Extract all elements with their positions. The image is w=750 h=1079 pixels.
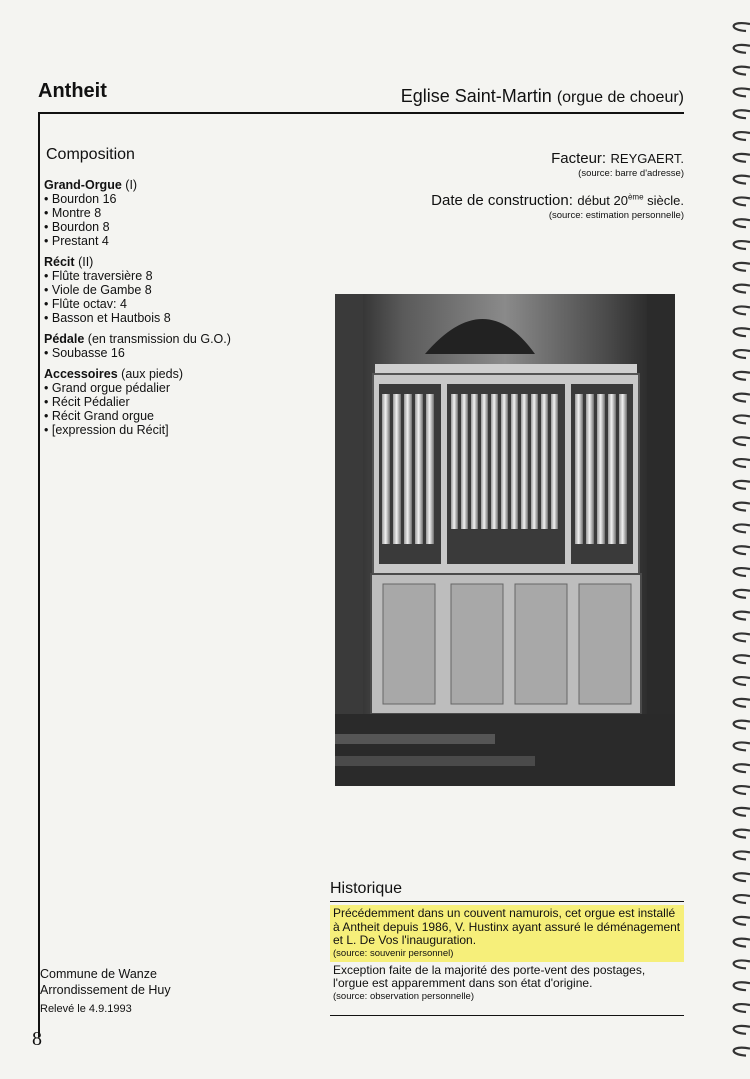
stop-list xyxy=(44,269,314,325)
spiral-coil xyxy=(734,699,750,707)
page-number: 8 xyxy=(32,1028,42,1050)
spiral-coil xyxy=(734,546,750,554)
spiral-coil xyxy=(734,1004,750,1012)
spiral-coil xyxy=(734,241,750,249)
historique-source-1: (source: souvenir personnel) xyxy=(333,947,454,959)
historique-source-2: (source: observation personnelle) xyxy=(333,990,474,1002)
spiral-coil xyxy=(734,110,750,118)
spiral-coil xyxy=(734,851,750,859)
spiral-coil xyxy=(734,721,750,729)
spiral-coil xyxy=(734,154,750,162)
date-label: Date de construction: xyxy=(431,192,573,209)
group-name: Récit xyxy=(44,255,75,269)
facteur-source: (source: barre d'adresse) xyxy=(578,168,684,179)
spiral-coil xyxy=(734,655,750,663)
group-note: (aux pieds) xyxy=(121,367,183,381)
composition-group-heading xyxy=(44,255,314,269)
group-note: (II) xyxy=(78,255,94,269)
spiral-coil xyxy=(734,939,750,947)
commune-text: Commune de Wanze xyxy=(40,967,157,981)
spiral-coil xyxy=(734,633,750,641)
group-note: (I) xyxy=(125,178,138,192)
group-name: Grand-Orgue xyxy=(44,178,122,192)
spiral-coil xyxy=(734,982,750,990)
spiral-coil xyxy=(734,437,750,445)
spiral-binding xyxy=(724,18,750,1068)
composition-group-heading xyxy=(44,332,314,346)
spiral-coil xyxy=(734,23,750,31)
date-value xyxy=(577,193,684,208)
spiral-coil xyxy=(734,45,750,53)
arrondissement-text: Arrondissement de Huy xyxy=(40,983,171,997)
date-value-sup: ème xyxy=(627,192,644,202)
date-block xyxy=(431,192,684,221)
spiral-coil xyxy=(734,895,750,903)
stop-list xyxy=(44,192,314,248)
left-margin-rule xyxy=(38,112,40,1037)
composition-list xyxy=(44,178,314,437)
header-rule xyxy=(38,112,684,114)
spiral-coil xyxy=(734,960,750,968)
stop-item: • Grand orgue pédalier xyxy=(44,381,314,395)
stop-item: • Montre 8 xyxy=(44,206,314,220)
spiral-coil xyxy=(734,742,750,750)
facteur-block xyxy=(551,150,684,179)
stop-item: • Basson et Hautbois 8 xyxy=(44,311,314,325)
spiral-coil xyxy=(734,328,750,336)
stop-item: • Soubasse 16 xyxy=(44,346,314,360)
spiral-coil xyxy=(734,176,750,184)
stop-item: • Bourdon 8 xyxy=(44,220,314,234)
spiral-coil xyxy=(734,764,750,772)
facteur-value: REYGAERT. xyxy=(610,151,684,166)
spiral-coil xyxy=(734,88,750,96)
spiral-coil xyxy=(734,1026,750,1034)
spiral-coil xyxy=(734,503,750,511)
historique-body xyxy=(330,905,684,1002)
historique-heading: Historique xyxy=(330,880,403,897)
spiral-coil xyxy=(734,917,750,925)
spiral-coil xyxy=(734,786,750,794)
historique-highlight xyxy=(330,905,684,962)
location-block xyxy=(40,966,171,998)
spiral-coil xyxy=(734,263,750,271)
spiral-coil xyxy=(734,372,750,380)
stop-item: • Flûte traversière 8 xyxy=(44,269,314,283)
stop-item: • [expression du Récit] xyxy=(44,423,314,437)
composition-group-heading xyxy=(44,367,314,381)
organ-photo-drawing xyxy=(335,294,675,786)
spiral-coil xyxy=(734,568,750,576)
spiral-coil xyxy=(734,394,750,402)
spiral-coil xyxy=(734,67,750,75)
group-name: Pédale xyxy=(44,332,85,346)
historique-para-1: Précédemment dans un couvent namurois, cet orgue est installé à Antheit depuis 1986, V. Hustinx ayant assuré le déménagement et L. De Vos l'inauguration. xyxy=(333,906,681,947)
spiral-coil xyxy=(734,285,750,293)
historique-para-2: Exception faite de la majorité des porte-vent des postages, l'orgue est apparemment dans son état d'origine. xyxy=(333,962,646,990)
spiral-coil xyxy=(734,830,750,838)
spiral-coil xyxy=(734,481,750,489)
date-value-post: siècle. xyxy=(643,193,684,208)
historique-rule-bottom xyxy=(330,1015,684,1016)
composition-heading: Composition xyxy=(46,146,135,163)
stop-item: • Flûte octav: 4 xyxy=(44,297,314,311)
spiral-coil xyxy=(734,524,750,532)
church-name: Eglise Saint-Martin xyxy=(400,86,552,106)
stop-item: • Viole de Gambe 8 xyxy=(44,283,314,297)
spiral-coil xyxy=(734,306,750,314)
organ-photo xyxy=(335,294,675,786)
composition-group-heading xyxy=(44,178,314,192)
stop-item: • Prestant 4 xyxy=(44,234,314,248)
stop-item: • Bourdon 16 xyxy=(44,192,314,206)
stop-item: • Récit Grand orgue xyxy=(44,409,314,423)
spiral-coil xyxy=(734,590,750,598)
church-subtitle: (orgue de choeur) xyxy=(556,89,684,106)
stop-list xyxy=(44,346,314,360)
facteur-label: Facteur: xyxy=(551,150,607,167)
spiral-coil xyxy=(734,808,750,816)
spiral-coil xyxy=(734,219,750,227)
date-value-pre: début 20 xyxy=(577,193,628,208)
stop-list xyxy=(44,381,314,437)
spiral-coil xyxy=(734,612,750,620)
spiral-coil xyxy=(734,197,750,205)
stop-item: • Récit Pédalier xyxy=(44,395,314,409)
spiral-coil xyxy=(734,459,750,467)
spiral-coil xyxy=(734,677,750,685)
group-note: (en transmission du G.O.) xyxy=(87,332,231,346)
spiral-coil xyxy=(734,350,750,358)
locality-title: Antheit xyxy=(38,80,107,102)
church-title xyxy=(401,86,684,107)
spiral-coil xyxy=(734,132,750,140)
spiral-coil xyxy=(734,415,750,423)
spiral-coil xyxy=(734,1048,750,1056)
releve-date: Relevé le 4.9.1993 xyxy=(40,1003,132,1015)
group-name: Accessoires xyxy=(44,367,118,381)
date-source: (source: estimation personnelle) xyxy=(548,210,684,221)
historique-rule-top xyxy=(330,901,684,902)
spiral-coil xyxy=(734,873,750,881)
